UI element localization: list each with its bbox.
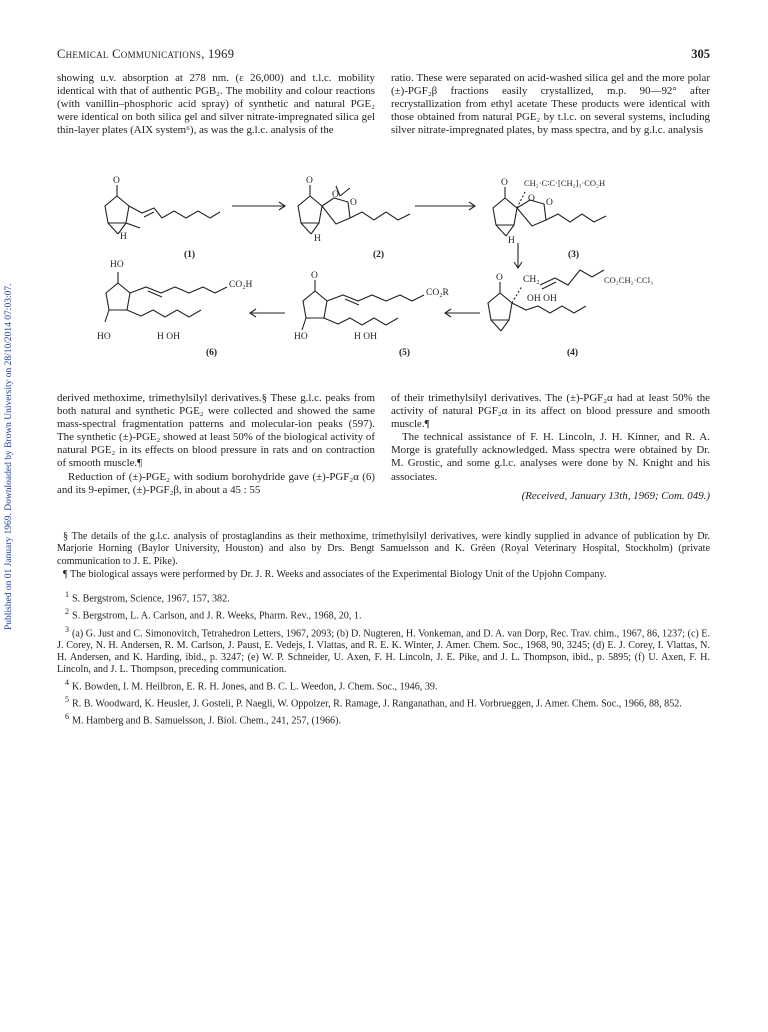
compound-label-4: (4) [567, 348, 579, 358]
atom-label: HO [110, 260, 124, 270]
atom-label: CO₂CH₂·CCl₃ [604, 275, 654, 285]
reference-text: (a) G. Just and C. Simonovitch, Tetrahedron Letters, 1967, 2093; (b) D. Nugteren, H. Vonkeman, and D. A. van Dorp, Rec. Trav. chim., 1967, 86, 1237; (c) E. J. Corey, N. H. Andersen, R. M. Carlson, J. Paust, E. Vedejs, I. Vlattas, and R. E. K. Winter, J. Amer. Chem. Soc., 1968, 90, 3245; (d) E. J. Corey, I. Vlattas, N. H. Andersen, and K. Harding, ibid., p. 3247; (e) W. P. Schneider, U. Axen, F. H. Lincoln, J. E. Pike, and J. L. Thompson, ibid., p. 5895; (f) U. Axen, F. H. Lincoln, and J. L. Thompson, preceding communication. [57, 627, 710, 675]
compound-6-structure [105, 272, 227, 322]
reference-item [57, 677, 710, 693]
reference-text: R. B. Woodward, K. Heusler, J. Gosteli, P. Naegli, W. Oppolzer, R. Ramage, J. Ranganathan, and H. Vorbrueggen, J. Amer. Chem. Soc., 1966, 88, 852. [72, 698, 682, 710]
atom-label: O [113, 176, 120, 186]
atom-label: O [546, 198, 553, 208]
top-left-column [57, 72, 375, 137]
atom-label: H [314, 234, 321, 244]
reference-item [57, 694, 710, 710]
compound-3-structure [493, 187, 606, 236]
reference-number: 3 [65, 624, 69, 634]
reference-text: S. Bergstrom, L. A. Carlson, and J. R. Weeks, Pharm. Rev., 1968, 20, 1. [72, 610, 362, 622]
reference-number: 5 [65, 694, 69, 704]
atom-label: H OH [354, 332, 377, 342]
footnotes [57, 531, 710, 583]
bottom-right-column [391, 392, 710, 503]
reference-number: 6 [65, 712, 69, 722]
received-date: (Received, January 13th, 1969; Com. 049.) [521, 489, 710, 502]
reference-number: 4 [65, 677, 69, 687]
reference-item [57, 711, 710, 727]
reference-number: 1 [65, 590, 69, 599]
compound-5-structure [302, 280, 424, 330]
atom-label: O [311, 271, 318, 281]
compound-label-1: (1) [184, 250, 196, 260]
paragraph: of their trimethylsilyl derivatives. The (±)-PGF₂α had at least 50% the activity of natural PGF₂α in its affect on blood pressure and smooth muscle.¶ [391, 392, 710, 431]
compound-label-3: (3) [568, 250, 580, 260]
atom-label: HO [294, 332, 308, 342]
reference-text: S. Bergstrom, Science, 1967, 157, 382. [72, 593, 230, 605]
compound-label-2: (2) [373, 250, 385, 260]
provenance-sidebar [2, 160, 18, 630]
reference-text: M. Hamberg and B. Samuelsson, J. Biol. Chem., 241, 257, (1966). [72, 715, 341, 727]
atom-label: O [496, 273, 503, 283]
atom-label: CO₂R [426, 288, 449, 298]
atom-label: H OH [157, 332, 180, 342]
page-number: 305 [691, 47, 710, 61]
provenance-link[interactable]: Published on 01 January 1969. Downloaded by Brown University on 28/10/2014 07:03:07. [4, 283, 14, 630]
atom-label: H [120, 232, 127, 242]
atom-label: O [350, 198, 357, 208]
atom-label: CO₂H [229, 280, 253, 290]
paragraph: The technical assistance of F. H. Lincoln, J. H. Kinner, and R. A. Morge is gratefully acknowledged. Mass spectra were obtained by Dr. M. Grostic, and some g.l.c. analyses were done by N. Knight and his associates. [391, 431, 710, 483]
footnote: ¶ The biological assays were performed by Dr. J. R. Weeks and associates of the Experimental Biology Unit of the Upjohn Company. [63, 569, 607, 581]
bottom-left-column [57, 392, 375, 497]
atom-label: O [332, 190, 339, 200]
references [57, 589, 710, 728]
journal-title: Chemical Communications, 1969 [57, 47, 235, 61]
reference-item [57, 589, 710, 605]
top-right-column [391, 72, 710, 137]
atom-label: OH OH [527, 294, 557, 304]
atom-label: O [306, 176, 313, 186]
page-header [57, 47, 710, 67]
atom-label: H [508, 236, 515, 246]
atom-label: O [528, 194, 535, 204]
compound-1-structure [105, 185, 220, 234]
paragraph: derived methoxime, trimethylsilyl derivatives.§ These g.l.c. peaks from both natural and synthetic PGE₂ were collected and showed the same mass-spectral fragmentation patterns and molecular-ion peaks (597). The synthetic (±)-PGE₂ showed at least 50% of the biological activity of natural PGE₂ in its effects on blood pressure in rats and on contraction of smooth muscle.¶ [57, 392, 375, 470]
paragraph: Reduction of (±)-PGE₂ with sodium borohydride gave (±)-PGF₂α (6) and its 9-epimer, (±)-PGF₂β, in about a 45 : 55 [57, 470, 375, 496]
reaction-scheme [60, 168, 710, 368]
reference-item [57, 606, 710, 622]
footnote: § The details of the g.l.c. analysis of prostaglandins as their methoxime, trimethylsilyl derivatives, were kindly supplied in advance of publication by Dr. Marjorie Horning (Baylor University, Houston) and also by Drs. Bengt Samuelsson and K. Gréen (Royal Veterinary Hospital, Stockholm) (private communication to J. E. Pike). [57, 531, 710, 567]
compound-label-6: (6) [206, 348, 218, 358]
reference-number: 2 [65, 607, 69, 617]
reference-item [57, 624, 710, 676]
paragraph: ratio. These were separated on acid-washed silica gel and the more polar (±)-PGF₂β fractions easily crystallized, m.p. 90—92° after recrystallization from ethyl acetate These products were identical with those obtained from natural PGE₂ by t.l.c. on several systems, including silver nitrate-impregnated plates, by mass spectra, and by g.l.c. analysis [391, 72, 710, 137]
paragraph: showing u.v. absorption at 278 nm. (ε 26,000) and t.l.c. mobility identical with that of authentic PGB₂. The mobility and colour reactions (with vanillin–phosphoric acid spray) of synthetic and natural PGE₂ were identical on both silica gel and silver nitrate-impregnated silica gel thin-layer plates (AIX system⁶), as was the g.l.c. analysis of the [57, 72, 375, 137]
atom-label: O [501, 178, 508, 188]
atom-label: CH₂ [523, 275, 540, 285]
reference-text: K. Bowden, I. M. Heilbron, E. R. H. Jones, and B. C. L. Weedon, J. Chem. Soc., 1946, 39. [72, 680, 438, 692]
compound-label-5: (5) [399, 348, 411, 358]
chain-label: CH₂·C∶C·[CH₂]₃·CO₂H [524, 178, 606, 188]
atom-label: HO [97, 332, 111, 342]
compound-2-structure [298, 185, 410, 234]
